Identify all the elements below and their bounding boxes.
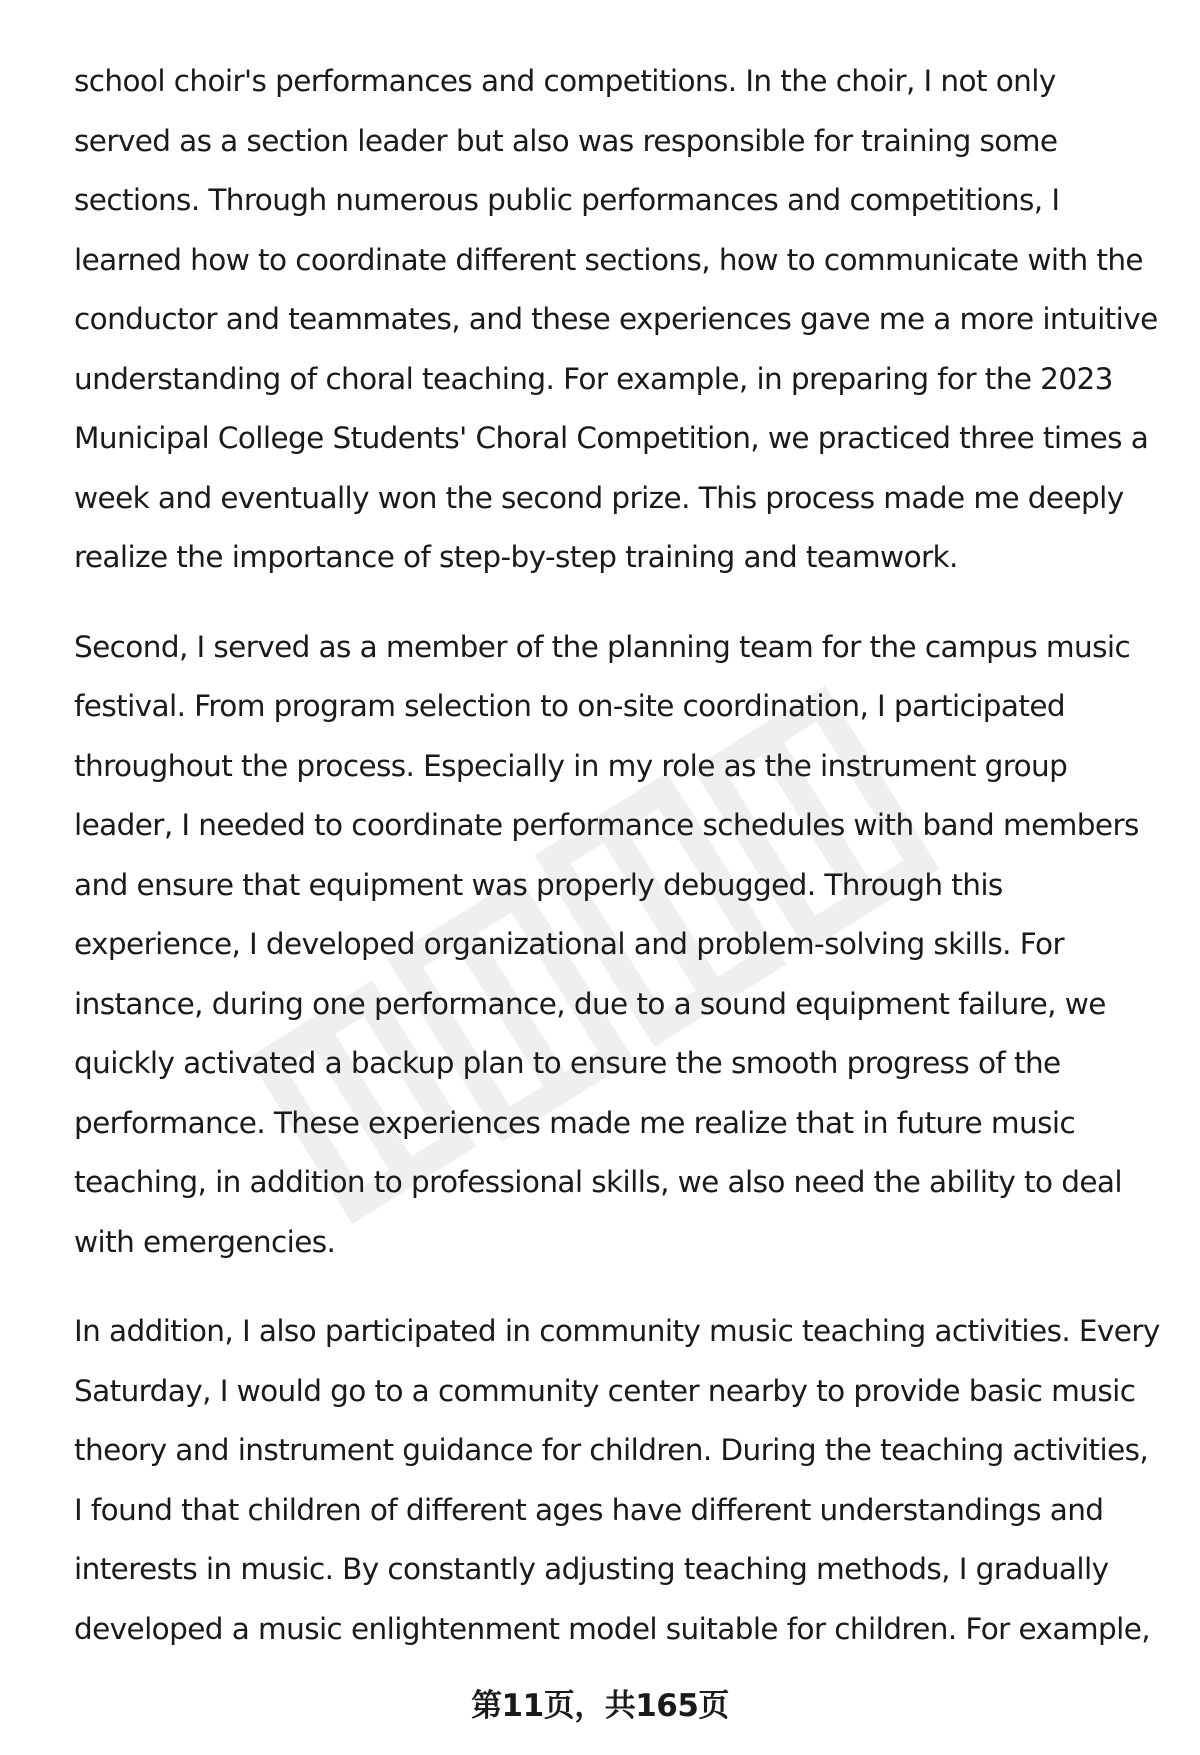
text-line: with emergencies. bbox=[74, 1224, 336, 1259]
text-line: In addition, I also participated in community music teaching activities. Every bbox=[74, 1314, 1160, 1348]
text-line: I found that children of different ages have different understandings and bbox=[74, 1492, 1104, 1527]
paragraph-community-teaching bbox=[74, 1302, 1160, 1659]
text-line: instance, during one performance, due to a sound equipment failure, we bbox=[74, 986, 1106, 1021]
page-number-footer: 第11页，共165页 bbox=[471, 1688, 729, 1724]
paragraph-music-festival bbox=[74, 618, 1154, 1273]
text-line: and ensure that equipment was properly debugged. Through this bbox=[74, 867, 1003, 902]
document-body bbox=[74, 52, 1160, 1689]
text-line: theory and instrument guidance for children. During the teaching activities, bbox=[74, 1433, 1149, 1467]
text-line: conductor and teammates, and these experiences gave me a more intuitive bbox=[74, 302, 1158, 336]
text-line: developed a music enlightenment model suitable for children. For example, bbox=[74, 1611, 1151, 1646]
text-line: experience, I developed organizational and problem-solving skills. For bbox=[74, 927, 1065, 961]
text-line: served as a section leader but also was responsible for training some bbox=[74, 123, 1058, 158]
text-line: festival. From program selection to on-site coordination, I participated bbox=[74, 689, 1066, 723]
text-line: performance. These experiences made me realize that in future music bbox=[74, 1105, 1076, 1140]
text-line: learned how to coordinate different sections, how to communicate with the bbox=[74, 242, 1143, 277]
text-line: week and eventually won the second prize. This process made me deeply bbox=[74, 480, 1124, 515]
text-line: throughout the process. Especially in my role as the instrument group bbox=[74, 748, 1068, 783]
text-line: realize the importance of step-by-step training and teamwork. bbox=[74, 540, 958, 574]
text-line: Second, I served as a member of the planning team for the campus music bbox=[74, 629, 1131, 664]
text-line: sections. Through numerous public performances and competitions, I bbox=[74, 183, 1060, 217]
text-line: quickly activated a backup plan to ensure the smooth progress of the bbox=[74, 1046, 1061, 1080]
text-line: teaching, in addition to professional skills, we also need the ability to deal bbox=[74, 1165, 1122, 1199]
text-line: Municipal College Students' Choral Competition, we practiced three times a bbox=[74, 421, 1149, 455]
text-line: leader, I needed to coordinate performance schedules with band members bbox=[74, 808, 1139, 842]
paragraph-choir bbox=[74, 52, 1158, 588]
text-line: interests in music. By constantly adjusting teaching methods, I gradually bbox=[74, 1552, 1109, 1586]
text-line: Saturday, I would go to a community center nearby to provide basic music bbox=[74, 1373, 1136, 1408]
text-line: understanding of choral teaching. For example, in preparing for the 2023 bbox=[74, 361, 1113, 396]
text-line: school choir's performances and competitions. In the choir, I not only bbox=[74, 64, 1056, 98]
